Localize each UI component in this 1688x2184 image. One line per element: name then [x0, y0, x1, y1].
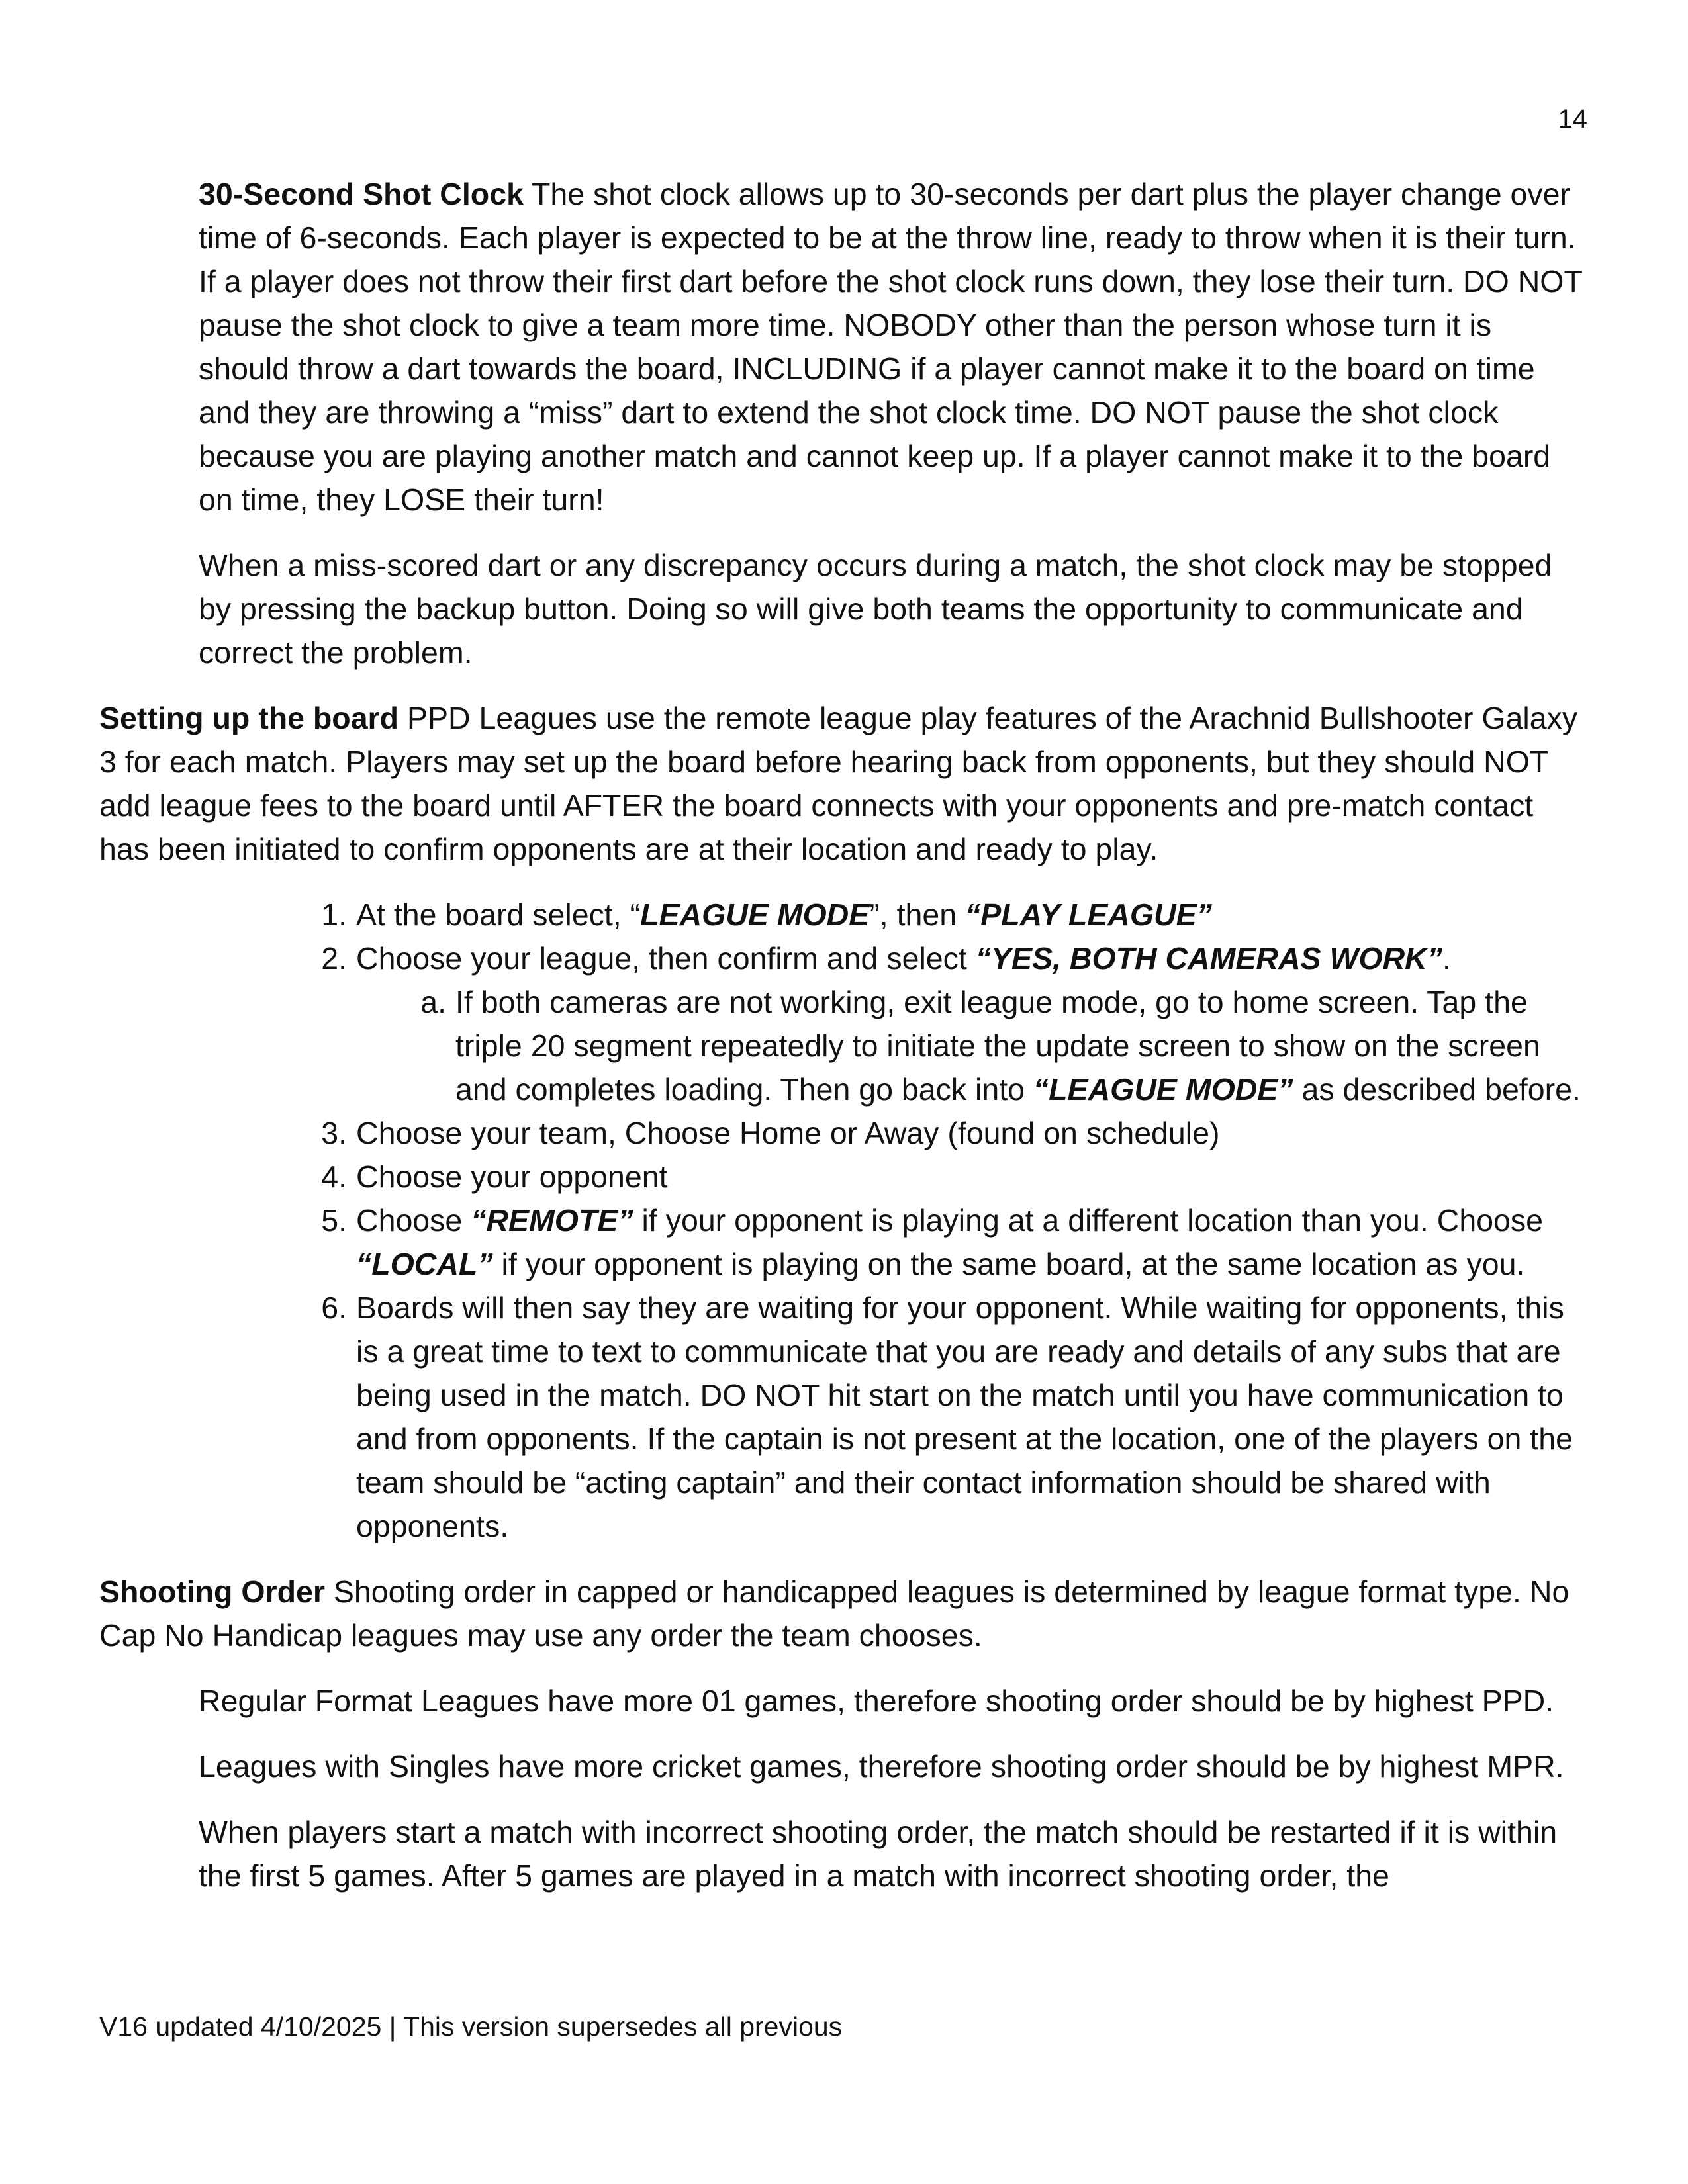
text-run: as described before.	[1293, 1072, 1581, 1107]
list-text: Choose your team, Choose Home or Away (found on schedule)	[356, 1116, 1220, 1150]
list-number: 2.	[321, 941, 347, 976]
shooting-order-heading: Shooting Order	[99, 1574, 325, 1609]
regular-format-paragraph: Regular Format Leagues have more 01 games, therefore shooting order should be by highest PPD.	[199, 1684, 1554, 1718]
text-run: ”, then	[869, 897, 965, 932]
list-text: Choose your opponent	[356, 1160, 668, 1194]
list-text	[356, 1199, 1589, 1286]
list-text	[356, 936, 1589, 980]
document-body	[99, 172, 1589, 1919]
text-run: if your opponent is playing at a different location than you. Choose	[633, 1203, 1544, 1238]
footer: V16 updated 4/10/2025 | This version supersedes all previous	[99, 2011, 843, 2042]
emphasis: “LOCAL”	[356, 1247, 493, 1281]
singles-paragraph: Leagues with Singles have more cricket games, therefore shooting order should be by highest MPR.	[199, 1749, 1564, 1784]
list-item	[299, 893, 1589, 936]
list-item	[299, 1155, 1589, 1199]
shot-clock-heading: 30-Second Shot Clock	[199, 177, 524, 211]
emphasis: “YES, BOTH CAMERAS WORK”	[975, 941, 1442, 976]
list-text	[455, 980, 1589, 1111]
emphasis: “PLAY LEAGUE”	[965, 897, 1212, 932]
setup-steps-list	[99, 893, 1589, 1548]
emphasis: “REMOTE”	[471, 1203, 633, 1238]
setup-heading: Setting up the board	[99, 701, 399, 735]
shooting-order-paragraph	[99, 1570, 1589, 1657]
sublist-item	[399, 980, 1589, 1111]
list-item	[299, 1286, 1589, 1548]
page-number: 14	[1558, 105, 1587, 134]
list-item	[299, 1199, 1589, 1286]
text-run: At the board select, “	[356, 897, 641, 932]
shooting-order-text: Shooting order in capped or handicapped leagues is determined by league format type. No Cap No Handicap leagues may use any order the team chooses.	[99, 1574, 1570, 1653]
list-number: 5.	[321, 1203, 347, 1238]
list-number: 3.	[321, 1116, 347, 1150]
text-run: if your opponent is playing on the same board, at the same location as you.	[492, 1247, 1525, 1281]
list-item	[299, 936, 1589, 980]
incorrect-order-paragraph: When players start a match with incorrect shooting order, the match should be restarted if it is within the first 5 games. After 5 games are played in a match with incorrect shooting order, the	[199, 1815, 1558, 1893]
list-item-sub	[299, 980, 1589, 1111]
text-run: .	[1442, 941, 1451, 976]
text-run: Choose	[356, 1203, 471, 1238]
text-run: Choose your league, then confirm and select	[356, 941, 976, 976]
list-number: 1.	[321, 897, 347, 932]
emphasis: “LEAGUE MODE”	[1033, 1072, 1293, 1107]
list-number: 6.	[321, 1291, 347, 1325]
list-letter: a.	[420, 985, 446, 1019]
list-text	[356, 893, 1589, 936]
list-number: 4.	[321, 1160, 347, 1194]
setup-paragraph	[99, 696, 1589, 871]
setup-text: PPD Leagues use the remote league play features of the Arachnid Bullshooter Galaxy 3 for each match. Players may set up the board before hearing back from opponents, but they should NOT add league fees to the board until AFTER the board connects with your opponents and pre-match contact has been initiated to confirm opponents are at their location and ready to play.	[99, 701, 1578, 866]
shot-clock-text: The shot clock allows up to 30-seconds per dart plus the player change over time of 6-seconds. Each player is expected to be at the throw line, ready to throw when it is their turn. If a player does not throw their first dart before the shot clock runs down, they lose their turn. DO NOT pause the shot clock to give a team more time. NOBODY other than the person whose turn it is should throw a dart towards the board, INCLUDING if a player cannot make it to the board on time and they are throwing a “miss” dart to extend the shot clock time. DO NOT pause the shot clock because you are playing another match and cannot keep up. If a player cannot make it to the board on time, they LOSE their turn!	[199, 177, 1583, 517]
emphasis: LEAGUE MODE	[640, 897, 870, 932]
shot-clock-backup-paragraph: When a miss-scored dart or any discrepancy occurs during a match, the shot clock may be stopped by pressing the backup button. Doing so will give both teams the opportunity to communicate and correct the problem.	[199, 548, 1552, 670]
shot-clock-paragraph	[199, 172, 1589, 522]
text-run: If both cameras are not working, exit league mode, go to home screen. Tap the triple 20 segment repeatedly to initiate the update screen to show on the screen and completes loading. Then go back into	[455, 985, 1540, 1107]
list-text: Boards will then say they are waiting for your opponent. While waiting for opponents, this is a great time to text to communicate that you are ready and details of any subs that are being used in the match. DO NOT hit start on the match until you have communication to and from opponents. If the captain is not present at the location, one of the players on the team should be “acting captain” and their contact information should be shared with opponents.	[356, 1291, 1573, 1543]
list-item	[299, 1111, 1589, 1155]
